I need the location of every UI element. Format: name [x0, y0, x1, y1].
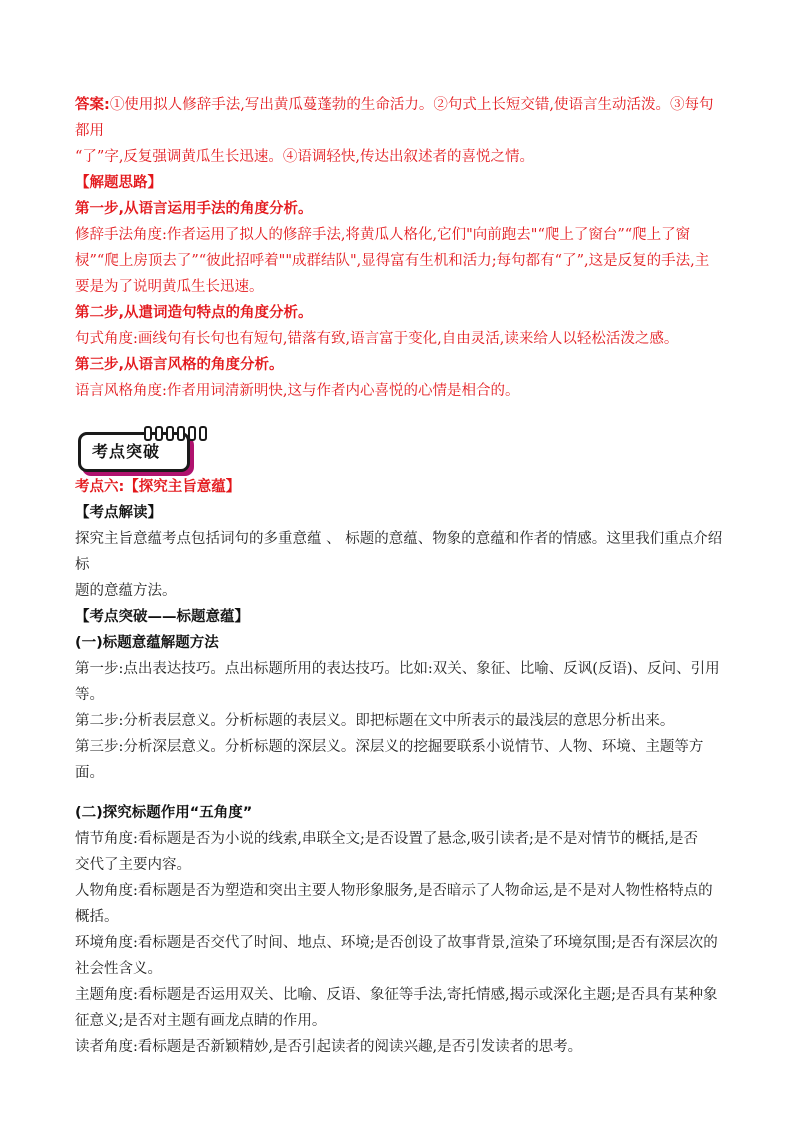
angle-setting-1: 环境角度:看标题是否交代了时间、地点、环境;是否创设了故事背景,渲染了环境氛围;是否有深层次的 — [75, 935, 718, 951]
jiedu-heading: 【考点解读】 — [75, 505, 162, 521]
analysis-heading: 【解题思路】 — [75, 175, 162, 191]
angle-character-2: 概括。 — [75, 909, 119, 925]
method-heading: (一)标题意蕴解题方法 — [75, 635, 219, 651]
banner-label: 考点突破 — [92, 442, 161, 461]
document-page — [75, 92, 725, 1060]
angle-reader-1: 读者角度:看标题是否新颖精妙,是否引起读者的阅读兴趣,是否引发读者的思考。 — [75, 1039, 583, 1055]
step3-text: 语言风格角度:作者用词清新明快,这与作者内心喜悦的心情是相合的。 — [75, 383, 520, 399]
tupo-heading: 【考点突破——标题意蕴】 — [75, 609, 249, 625]
answer-line-1: 答案:①使用拟人修辞手法,写出黄瓜蔓蓬勃的生命活力。②句式上长短交错,使语言生动活泼。③每句都用 — [75, 97, 714, 139]
step1-text-2: 棂”“爬上房顶去了”“彼此招呼着""成群结队",显得富有生机和活力;每句都有“了”,这是反复的手法,主 — [75, 253, 710, 269]
angle-theme-2: 征意义;是否对主题有画龙点睛的作用。 — [75, 1013, 327, 1029]
step2-title: 第二步,从遣词造句特点的角度分析。 — [75, 305, 313, 321]
angle-plot-2: 交代了主要内容。 — [75, 857, 191, 873]
method-step-3: 第三步:分析深层意义。分析标题的深层义。深层义的挖掘要联系小说情节、人物、环境、主题等方面。 — [75, 739, 704, 781]
method-step-1: 第一步:点出表达技巧。点出标题所用的表达技巧。比如:双关、象征、比喻、反讽(反语)、反问、引用等。 — [75, 661, 720, 703]
kaodian-tupo-banner — [78, 426, 190, 470]
binder-rings-icon — [144, 426, 207, 438]
angle-character-1: 人物角度:看标题是否为塑造和突出主要人物形象服务,是否暗示了人物命运,是不是对人物性格特点的 — [75, 883, 713, 899]
jiedu-text-2: 题的意蕴方法。 — [75, 583, 177, 599]
step1-text-3: 要是为了说明黄瓜生长迅速。 — [75, 279, 264, 295]
step3-title: 第三步,从语言风格的角度分析。 — [75, 357, 284, 373]
angle-theme-1: 主题角度:看标题是否运用双关、比喻、反语、象征等手法,寄托情感,揭示或深化主题;是否具有某种象 — [75, 987, 718, 1003]
method-step-2: 第二步:分析表层意义。分析标题的表层义。即把标题在文中所表示的最浅层的意思分析出来。 — [75, 713, 675, 729]
jiedu-text-1: 探究主旨意蕴考点包括词句的多重意蕴 、 标题的意蕴、物象的意蕴和作者的情感。这里我们重点介绍标 — [75, 531, 723, 573]
step1-title: 第一步,从语言运用手法的角度分析。 — [75, 201, 313, 217]
answer-line-2: “了”字,反复强调黄瓜生长迅速。④语调轻快,传达出叙述者的喜悦之情。 — [75, 149, 535, 165]
angle-plot-1: 情节角度:看标题是否为小说的线索,串联全文;是否设置了悬念,吸引读者;是不是对情节的概括,是否 — [75, 831, 698, 847]
angles-heading: (二)探究标题作用“五角度” — [75, 805, 253, 821]
step1-text-1: 修辞手法角度:作者运用了拟人的修辞手法,将黄瓜人格化,它们"向前跑去"“爬上了窗台”“爬上了窗 — [75, 227, 691, 243]
angle-setting-2: 社会性含义。 — [75, 961, 162, 977]
section-title: 考点六:【探究主旨意蕴】 — [75, 479, 241, 495]
step2-text: 句式角度:画线句有长句也有短句,错落有致,语言富于变化,自由灵活,读来给人以轻松活泼之感。 — [75, 331, 679, 347]
answer-label: 答案: — [75, 97, 110, 113]
